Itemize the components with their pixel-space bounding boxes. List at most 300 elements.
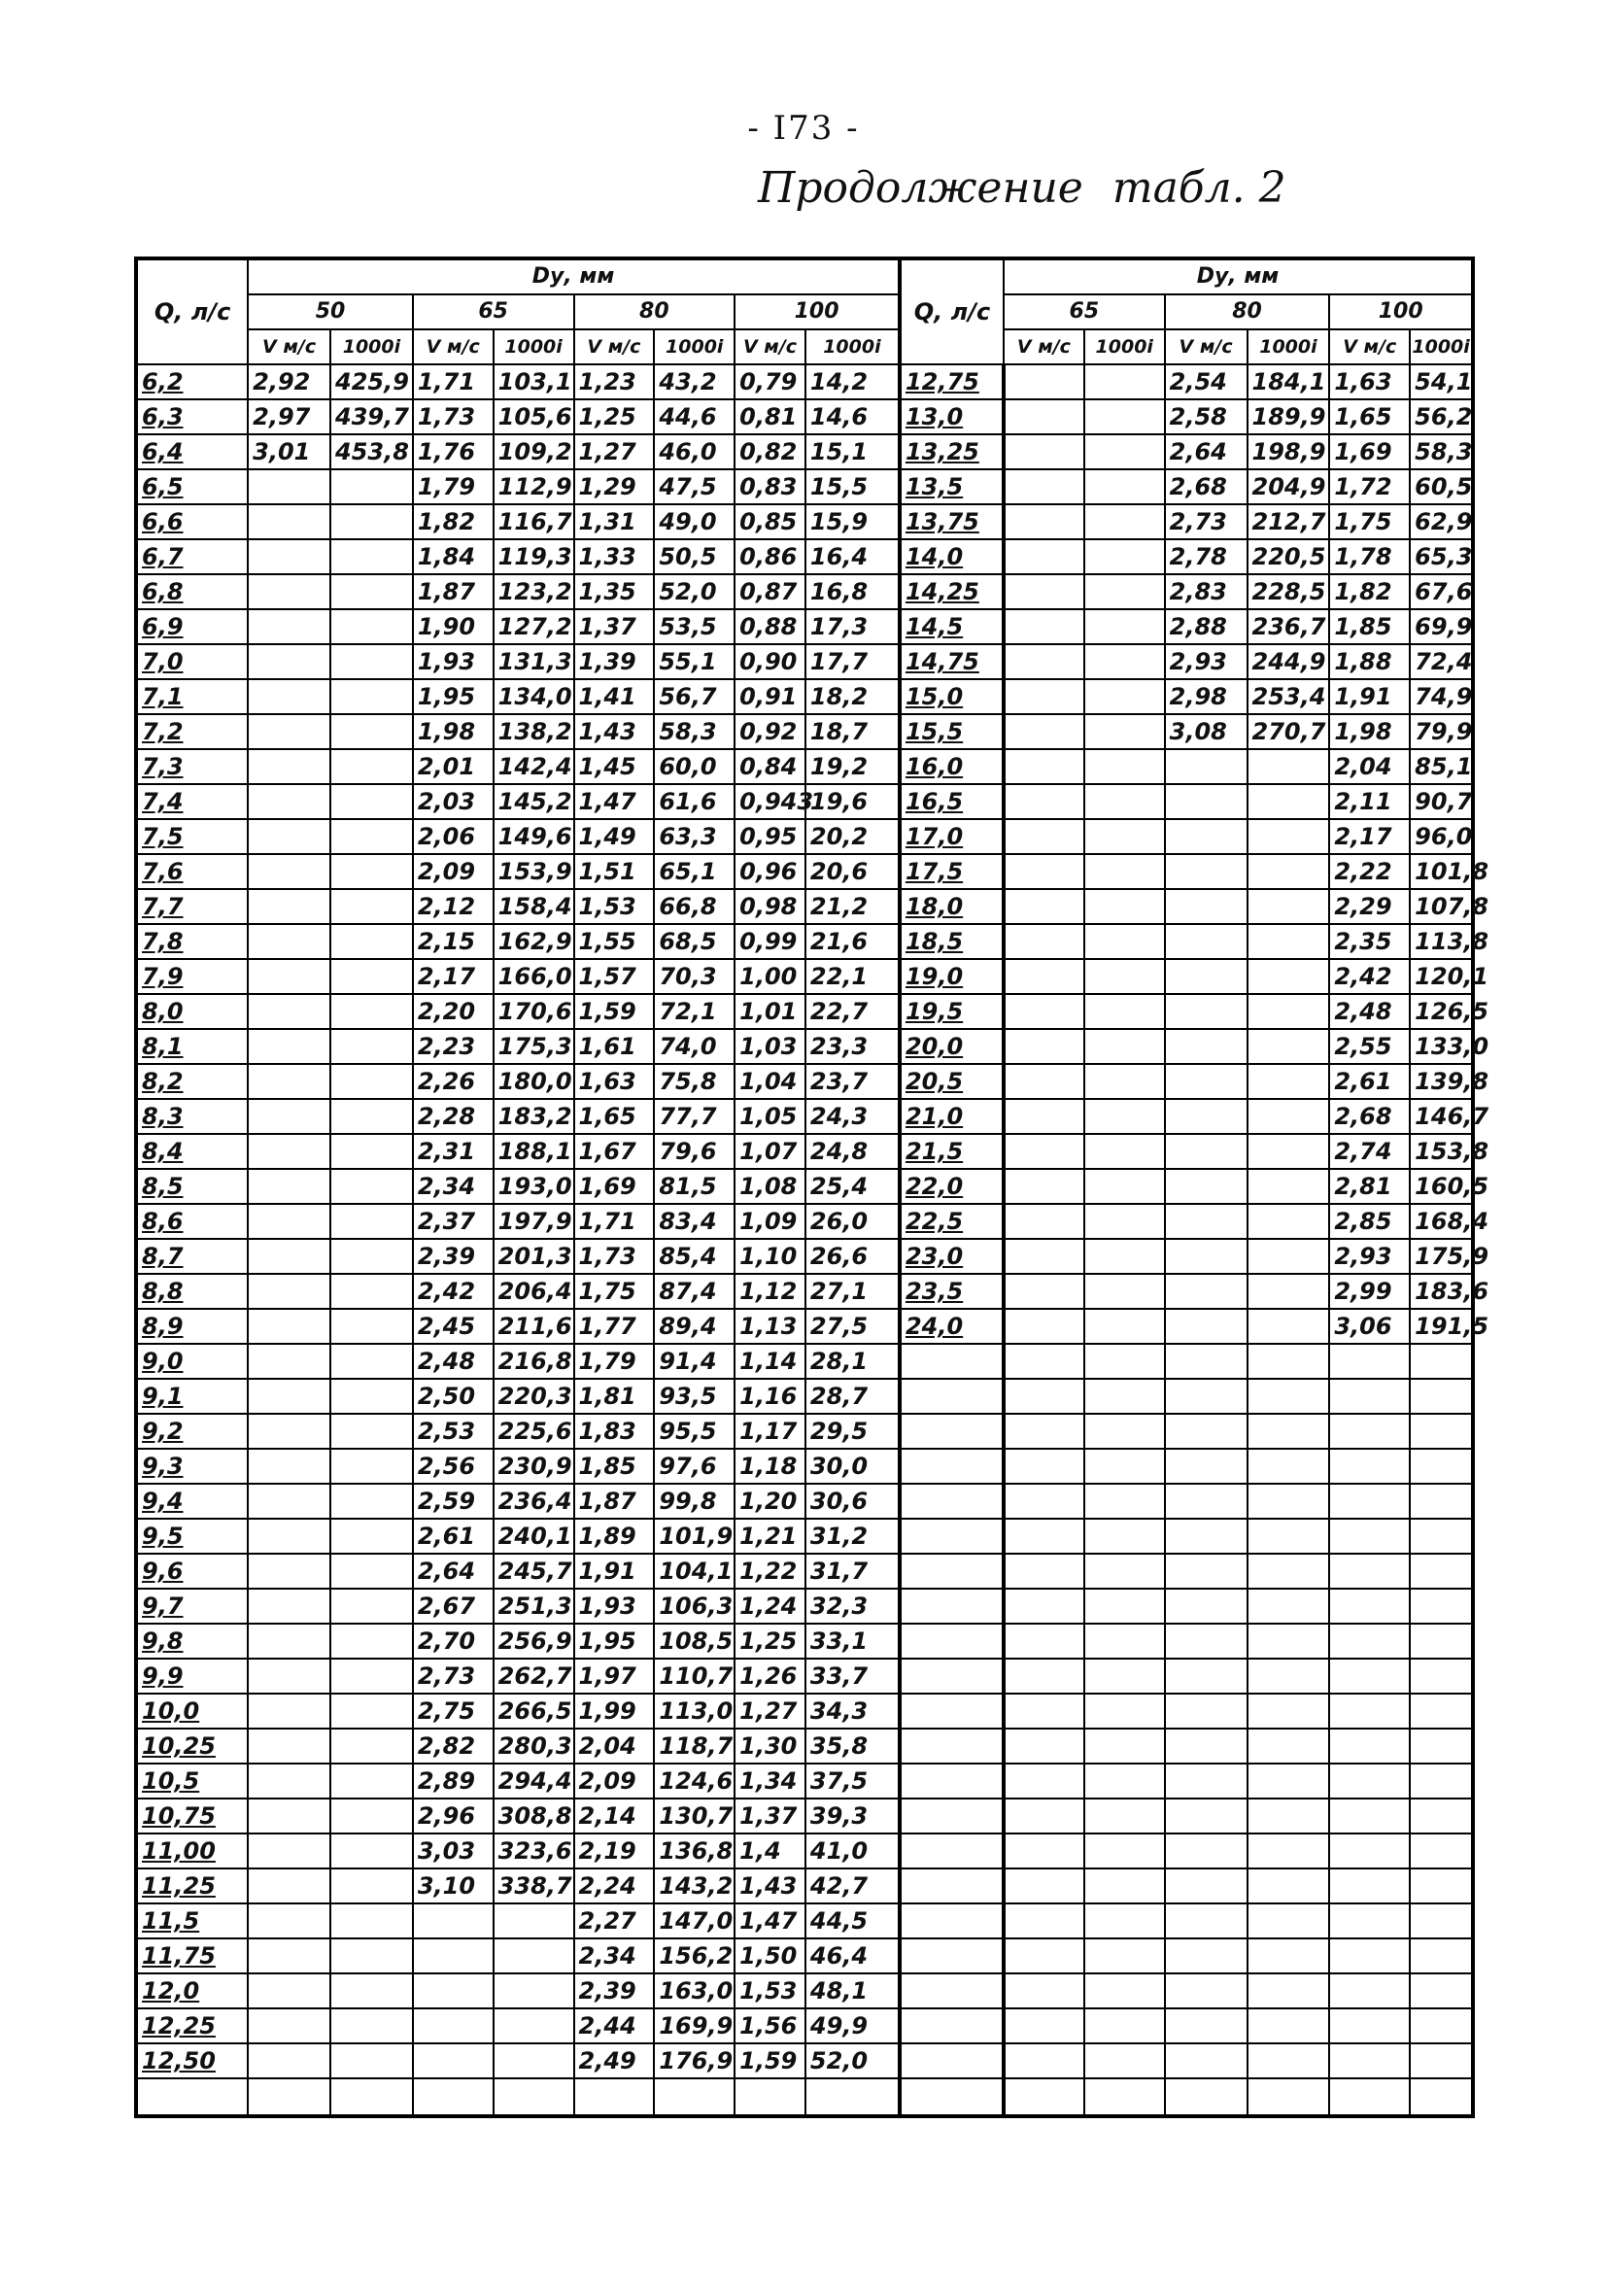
headloss-cell (1084, 1519, 1165, 1554)
flow-cell: 20,0 (900, 1029, 1004, 1064)
flow-cell: 21,5 (900, 1134, 1004, 1169)
velocity-cell: 1,79 (413, 469, 494, 504)
headloss-cell: 160,5 (1410, 1169, 1473, 1204)
headloss-cell (330, 994, 413, 1029)
dn-50-header: 50 (248, 294, 413, 329)
velocity-cell (1004, 1519, 1084, 1554)
velocity-cell (248, 1274, 330, 1309)
velocity-cell: 1,29 (574, 469, 655, 504)
headloss-cell (1084, 1484, 1165, 1519)
velocity-cell: 3,10 (413, 1868, 494, 1903)
headloss-cell (330, 1134, 413, 1169)
headloss-cell (1248, 1274, 1330, 1309)
headloss-header: 1000i (654, 329, 735, 364)
headloss-cell: 153,9 (494, 854, 574, 889)
headloss-cell (1084, 1589, 1165, 1624)
headloss-cell: 31,7 (805, 1554, 900, 1589)
velocity-cell (1329, 1344, 1410, 1379)
headloss-cell (1084, 1169, 1165, 1204)
flow-cell: 9,8 (136, 1624, 248, 1659)
headloss-cell: 87,4 (654, 1274, 735, 1309)
velocity-cell (1329, 1694, 1410, 1729)
flow-cell: 9,4 (136, 1484, 248, 1519)
flow-cell: 7,7 (136, 889, 248, 924)
headloss-cell: 74,9 (1410, 679, 1473, 714)
headloss-cell (1084, 1729, 1165, 1764)
headloss-cell: 163,0 (654, 1973, 735, 2008)
flow-cell: 9,3 (136, 1449, 248, 1484)
headloss-cell: 142,4 (494, 749, 574, 784)
velocity-cell: 2,20 (413, 994, 494, 1029)
velocity-cell (1165, 924, 1248, 959)
velocity-cell (248, 609, 330, 644)
flow-cell: 10,75 (136, 1799, 248, 1833)
velocity-cell: 3,06 (1329, 1309, 1410, 1344)
velocity-cell (1165, 1624, 1248, 1659)
velocity-cell (1165, 1274, 1248, 1309)
table-row (136, 1064, 1473, 1099)
velocity-cell (1165, 1099, 1248, 1134)
velocity-cell: 1,72 (1329, 469, 1410, 504)
headloss-cell: 113,0 (654, 1694, 735, 1729)
flow-cell: 6,5 (136, 469, 248, 504)
headloss-cell (1410, 1799, 1473, 1833)
velocity-cell: 2,49 (574, 2043, 655, 2078)
velocity-cell: 1,95 (574, 1624, 655, 1659)
headloss-cell (1084, 1694, 1165, 1729)
headloss-cell: 24,8 (805, 1134, 900, 1169)
headloss-cell: 49,0 (654, 504, 735, 539)
velocity-cell (248, 1833, 330, 1868)
velocity-cell (1165, 1169, 1248, 1204)
flow-cell: 6,9 (136, 609, 248, 644)
headloss-cell (1410, 1903, 1473, 1938)
velocity-cell (1165, 1239, 1248, 1274)
headloss-cell (1084, 924, 1165, 959)
velocity-cell (1165, 1729, 1248, 1764)
headloss-cell: 220,5 (1248, 539, 1330, 574)
velocity-cell: 3,03 (413, 1833, 494, 1868)
headloss-cell: 439,7 (330, 399, 413, 434)
headloss-cell: 44,5 (805, 1903, 900, 1938)
headloss-cell: 228,5 (1248, 574, 1330, 609)
headloss-cell: 49,9 (805, 2008, 900, 2043)
velocity-cell: 2,24 (574, 1868, 655, 1903)
flow-cell (900, 1833, 1004, 1868)
headloss-cell (330, 679, 413, 714)
velocity-cell (248, 1414, 330, 1449)
velocity-cell: 2,74 (1329, 1134, 1410, 1169)
velocity-cell (248, 504, 330, 539)
velocity-cell: 2,39 (413, 1239, 494, 1274)
velocity-cell (248, 1938, 330, 1973)
flow-cell: 7,9 (136, 959, 248, 994)
headloss-cell: 20,6 (805, 854, 900, 889)
empty-cell (654, 2078, 735, 2116)
velocity-cell (1004, 854, 1084, 889)
velocity-cell: 1,07 (735, 1134, 805, 1169)
velocity-cell (248, 1134, 330, 1169)
headloss-cell (1084, 434, 1165, 469)
velocity-cell (1165, 1379, 1248, 1414)
velocity-cell: 1,13 (735, 1309, 805, 1344)
pipe-flow-table (134, 257, 1489, 2118)
velocity-cell: 2,03 (413, 784, 494, 819)
flow-cell: 23,0 (900, 1239, 1004, 1274)
headloss-cell (1084, 644, 1165, 679)
velocity-header: V м/с (1329, 329, 1410, 364)
table-row (136, 1204, 1473, 1239)
velocity-cell (248, 539, 330, 574)
flow-cell: 11,75 (136, 1938, 248, 1973)
velocity-cell (1329, 2043, 1410, 2078)
headloss-cell (494, 1903, 574, 1938)
velocity-cell (1004, 1274, 1084, 1309)
headloss-cell: 97,6 (654, 1449, 735, 1484)
headloss-cell (1084, 994, 1165, 1029)
headloss-cell (1084, 1833, 1165, 1868)
flow-cell: 8,5 (136, 1169, 248, 1204)
velocity-cell: 1,16 (735, 1379, 805, 1414)
velocity-cell: 0,83 (735, 469, 805, 504)
velocity-cell: 1,65 (1329, 399, 1410, 434)
flow-cell: 11,00 (136, 1833, 248, 1868)
headloss-cell: 123,2 (494, 574, 574, 609)
flow-cell: 8,1 (136, 1029, 248, 1064)
flow-cell: 8,9 (136, 1309, 248, 1344)
velocity-cell (1004, 1659, 1084, 1694)
headloss-cell: 126,5 (1410, 994, 1473, 1029)
velocity-cell (248, 1344, 330, 1379)
headloss-cell: 65,3 (1410, 539, 1473, 574)
velocity-cell: 1,75 (1329, 504, 1410, 539)
flow-cell: 6,2 (136, 364, 248, 399)
velocity-cell: 1,51 (574, 854, 655, 889)
headloss-cell: 425,9 (330, 364, 413, 399)
velocity-cell: 1,34 (735, 1764, 805, 1799)
table-row (136, 889, 1473, 924)
velocity-cell: 1,41 (574, 679, 655, 714)
headloss-cell (1084, 574, 1165, 609)
headloss-cell (330, 1099, 413, 1134)
velocity-cell (413, 1903, 494, 1938)
empty-cell (805, 2078, 900, 2116)
headloss-cell (1084, 959, 1165, 994)
velocity-cell: 1,10 (735, 1239, 805, 1274)
velocity-cell: 1,90 (413, 609, 494, 644)
headloss-cell (330, 1519, 413, 1554)
velocity-cell (1004, 574, 1084, 609)
velocity-cell: 1,71 (574, 1204, 655, 1239)
flow-cell: 12,50 (136, 2043, 248, 2078)
velocity-cell (1004, 889, 1084, 924)
headloss-cell: 101,8 (1410, 854, 1473, 889)
velocity-cell: 2,98 (1165, 679, 1248, 714)
headloss-cell (1248, 854, 1330, 889)
velocity-cell: 1,23 (574, 364, 655, 399)
headloss-cell (330, 819, 413, 854)
velocity-cell: 2,68 (1329, 1099, 1410, 1134)
velocity-cell: 1,27 (735, 1694, 805, 1729)
headloss-cell: 191,5 (1410, 1309, 1473, 1344)
empty-cell (1165, 2078, 1248, 2116)
headloss-cell: 31,2 (805, 1519, 900, 1554)
flow-cell: 8,7 (136, 1239, 248, 1274)
headloss-cell (330, 1169, 413, 1204)
velocity-cell (248, 1099, 330, 1134)
velocity-cell: 1,82 (1329, 574, 1410, 609)
dn-80-header-right: 80 (1165, 294, 1330, 329)
velocity-cell: 2,44 (574, 2008, 655, 2043)
headloss-cell: 63,3 (654, 819, 735, 854)
flow-cell (900, 1484, 1004, 1519)
velocity-cell: 3,01 (248, 434, 330, 469)
flow-cell: 7,3 (136, 749, 248, 784)
flow-cell: 8,3 (136, 1099, 248, 1134)
velocity-cell (1329, 1973, 1410, 2008)
velocity-cell (1165, 1134, 1248, 1169)
headloss-cell: 27,5 (805, 1309, 900, 1344)
headloss-cell (1248, 819, 1330, 854)
headloss-cell: 46,0 (654, 434, 735, 469)
headloss-cell: 44,6 (654, 399, 735, 434)
flow-cell: 22,5 (900, 1204, 1004, 1239)
headloss-cell: 18,7 (805, 714, 900, 749)
headloss-cell (1410, 1938, 1473, 1973)
velocity-cell (1329, 1449, 1410, 1484)
headloss-cell: 54,1 (1410, 364, 1473, 399)
headloss-cell (1248, 1589, 1330, 1624)
headloss-cell (494, 2008, 574, 2043)
headloss-cell: 184,1 (1248, 364, 1330, 399)
headloss-cell (1248, 2043, 1330, 2078)
velocity-cell: 2,61 (1329, 1064, 1410, 1099)
flow-cell: 13,5 (900, 469, 1004, 504)
velocity-cell: 2,67 (413, 1589, 494, 1624)
table-row (136, 854, 1473, 889)
flow-cell: 8,8 (136, 1274, 248, 1309)
velocity-cell (248, 1589, 330, 1624)
velocity-cell: 1,21 (735, 1519, 805, 1554)
headloss-cell: 21,6 (805, 924, 900, 959)
headloss-cell: 130,7 (654, 1799, 735, 1833)
headloss-cell: 53,5 (654, 609, 735, 644)
headloss-cell: 198,9 (1248, 434, 1330, 469)
headloss-cell: 56,7 (654, 679, 735, 714)
table-row (136, 1344, 1473, 1379)
flow-cell (900, 1659, 1004, 1694)
headloss-cell (1248, 1484, 1330, 1519)
flow-cell (900, 1973, 1004, 2008)
headloss-cell: 280,3 (494, 1729, 574, 1764)
headloss-cell (1084, 1938, 1165, 1973)
velocity-cell (1165, 889, 1248, 924)
headloss-cell (1084, 364, 1165, 399)
headloss-cell (1084, 1309, 1165, 1344)
velocity-cell (248, 1204, 330, 1239)
headloss-cell: 146,7 (1410, 1099, 1473, 1134)
headloss-cell: 68,5 (654, 924, 735, 959)
empty-cell (900, 2078, 1004, 2116)
headloss-cell: 131,3 (494, 644, 574, 679)
velocity-cell: 1,88 (1329, 644, 1410, 679)
velocity-cell: 1,30 (735, 1729, 805, 1764)
velocity-cell: 1,98 (1329, 714, 1410, 749)
headloss-cell: 253,4 (1248, 679, 1330, 714)
velocity-cell: 1,67 (574, 1134, 655, 1169)
velocity-cell (1329, 1659, 1410, 1694)
headloss-cell (1084, 854, 1165, 889)
headloss-cell (1248, 749, 1330, 784)
headloss-cell (1084, 1414, 1165, 1449)
table-row (136, 1449, 1473, 1484)
flow-cell: 7,2 (136, 714, 248, 749)
velocity-cell (1329, 1764, 1410, 1799)
headloss-cell (1084, 1659, 1165, 1694)
dn-100-header: 100 (735, 294, 900, 329)
headloss-cell (494, 2043, 574, 2078)
headloss-cell: 139,8 (1410, 1064, 1473, 1099)
headloss-cell: 236,4 (494, 1484, 574, 1519)
velocity-cell: 1,12 (735, 1274, 805, 1309)
empty-cell (574, 2078, 655, 2116)
velocity-cell: 2,34 (413, 1169, 494, 1204)
table-row (136, 1938, 1473, 1973)
headloss-cell: 30,6 (805, 1484, 900, 1519)
headloss-cell: 56,2 (1410, 399, 1473, 434)
headloss-cell (1248, 1973, 1330, 2008)
velocity-cell (1165, 854, 1248, 889)
velocity-cell (248, 644, 330, 679)
headloss-cell (330, 1903, 413, 1938)
table-row-empty (136, 2078, 1473, 2116)
velocity-cell: 2,14 (574, 1799, 655, 1833)
velocity-cell: 1,24 (735, 1589, 805, 1624)
headloss-cell: 48,1 (805, 1973, 900, 2008)
velocity-cell: 0,90 (735, 644, 805, 679)
diameter-header-left: Dу, мм (248, 258, 900, 294)
flow-cell: 9,2 (136, 1414, 248, 1449)
headloss-cell (1084, 1379, 1165, 1414)
empty-cell (1248, 2078, 1330, 2116)
headloss-header: 1000i (1410, 329, 1473, 364)
headloss-cell (1410, 1833, 1473, 1868)
headloss-cell (1248, 1938, 1330, 1973)
table-row (136, 1309, 1473, 1344)
velocity-cell (248, 2043, 330, 2078)
flow-cell: 9,1 (136, 1379, 248, 1414)
velocity-cell: 2,73 (413, 1659, 494, 1694)
headloss-cell (1410, 1589, 1473, 1624)
velocity-cell (248, 1764, 330, 1799)
velocity-cell: 2,64 (413, 1554, 494, 1589)
velocity-cell (1165, 1309, 1248, 1344)
headloss-header: 1000i (1248, 329, 1330, 364)
empty-cell (735, 2078, 805, 2116)
velocity-cell: 1,87 (413, 574, 494, 609)
headloss-cell: 20,2 (805, 819, 900, 854)
velocity-cell (1004, 1973, 1084, 2008)
velocity-cell: 2,54 (1165, 364, 1248, 399)
empty-cell (1329, 2078, 1410, 2116)
velocity-cell: 1,59 (735, 2043, 805, 2078)
velocity-cell: 1,05 (735, 1099, 805, 1134)
velocity-cell (413, 2008, 494, 2043)
headloss-cell (1248, 1799, 1330, 1833)
velocity-cell (1329, 2008, 1410, 2043)
headloss-cell (330, 1868, 413, 1903)
headloss-cell (1084, 1903, 1165, 1938)
velocity-cell: 1,98 (413, 714, 494, 749)
table-row (136, 749, 1473, 784)
velocity-cell (1004, 1589, 1084, 1624)
flow-cell (900, 1414, 1004, 1449)
velocity-cell (1165, 1868, 1248, 1903)
velocity-cell: 0,99 (735, 924, 805, 959)
flow-cell: 16,0 (900, 749, 1004, 784)
velocity-cell: 2,93 (1329, 1239, 1410, 1274)
velocity-cell (1004, 784, 1084, 819)
headloss-cell: 35,8 (805, 1729, 900, 1764)
velocity-cell (1004, 1169, 1084, 1204)
headloss-cell (1410, 1659, 1473, 1694)
headloss-cell (330, 1309, 413, 1344)
velocity-cell: 1,39 (574, 644, 655, 679)
velocity-cell (1165, 2008, 1248, 2043)
velocity-cell: 2,70 (413, 1624, 494, 1659)
velocity-cell: 2,75 (413, 1694, 494, 1729)
headloss-cell: 119,3 (494, 539, 574, 574)
velocity-cell: 1,45 (574, 749, 655, 784)
velocity-cell: 1,57 (574, 959, 655, 994)
caption-prefix: Продолжение (758, 163, 1083, 213)
velocity-cell (248, 1624, 330, 1659)
table-row (136, 2043, 1473, 2078)
headloss-cell (1248, 1204, 1330, 1239)
velocity-cell (248, 819, 330, 854)
headloss-cell: 308,8 (494, 1799, 574, 1833)
velocity-cell: 1,82 (413, 504, 494, 539)
table-row (136, 1029, 1473, 1064)
flow-cell: 7,8 (136, 924, 248, 959)
table-row (136, 1694, 1473, 1729)
velocity-cell (1004, 994, 1084, 1029)
headloss-cell (1248, 784, 1330, 819)
flow-cell (900, 1938, 1004, 1973)
headloss-cell (1410, 1379, 1473, 1414)
velocity-cell (1004, 434, 1084, 469)
headloss-cell (1410, 1624, 1473, 1659)
headloss-cell: 52,0 (805, 2043, 900, 2078)
headloss-cell (1084, 1099, 1165, 1134)
table-row (136, 364, 1473, 399)
headloss-cell (330, 714, 413, 749)
headloss-cell: 74,0 (654, 1029, 735, 1064)
headloss-cell: 23,7 (805, 1064, 900, 1099)
headloss-cell: 95,5 (654, 1414, 735, 1449)
velocity-cell: 1,01 (735, 994, 805, 1029)
velocity-cell: 2,99 (1329, 1274, 1410, 1309)
headloss-cell: 21,2 (805, 889, 900, 924)
velocity-cell: 1,77 (574, 1309, 655, 1344)
headloss-cell: 176,9 (654, 2043, 735, 2078)
table-row (136, 1764, 1473, 1799)
velocity-cell: 0,81 (735, 399, 805, 434)
headloss-cell (330, 749, 413, 784)
velocity-cell: 0,96 (735, 854, 805, 889)
headloss-cell: 338,7 (494, 1868, 574, 1903)
headloss-cell: 104,1 (654, 1554, 735, 1589)
